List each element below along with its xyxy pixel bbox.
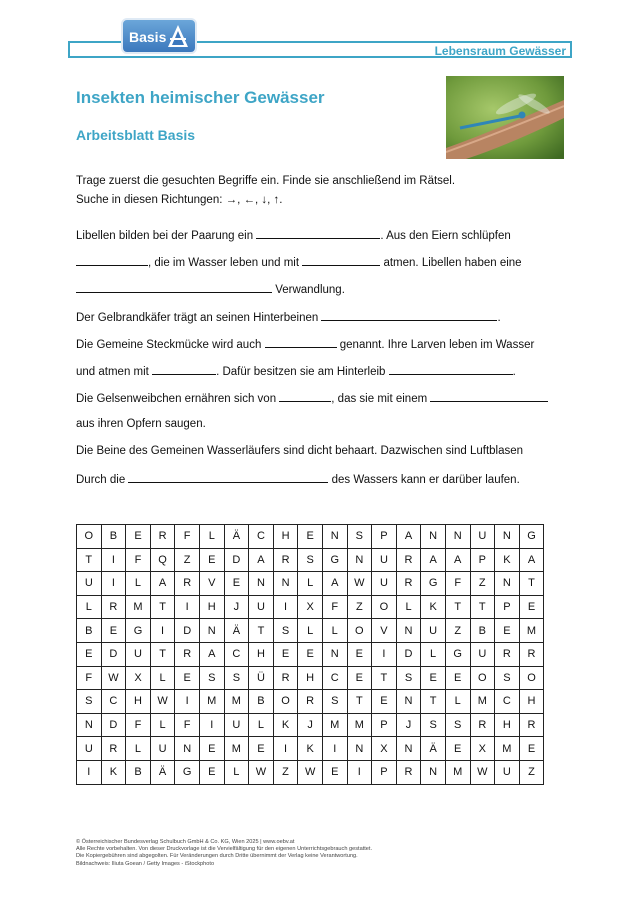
grid-cell[interactable]: H — [199, 595, 224, 619]
grid-cell[interactable]: T — [347, 690, 372, 714]
grid-cell[interactable]: E — [347, 642, 372, 666]
grid-cell[interactable]: K — [273, 713, 298, 737]
grid-cell[interactable]: L — [199, 525, 224, 549]
grid-cell[interactable]: T — [470, 595, 495, 619]
cloze-text: Die Beine des Gemeinen Wasserläufers sind dicht behaart. Dazwischen sind Luftblasen — [76, 445, 524, 457]
grid-cell[interactable]: I — [199, 713, 224, 737]
grid-cell[interactable]: G — [421, 572, 446, 596]
grid-cell[interactable]: I — [273, 737, 298, 761]
cloze-text: Die Gemeine Steckmücke wird auch — [76, 339, 262, 351]
grid-cell[interactable]: N — [273, 572, 298, 596]
grid-cell[interactable]: E — [224, 572, 249, 596]
cloze-text: Verwandlung. — [275, 284, 345, 296]
answer-blank-blut[interactable] — [279, 391, 331, 402]
grid-cell[interactable]: L — [150, 666, 175, 690]
grid-cell[interactable]: U — [372, 572, 397, 596]
grid-cell[interactable]: N — [445, 525, 470, 549]
grid-cell[interactable]: R — [175, 572, 200, 596]
grid-cell[interactable]: I — [175, 690, 200, 714]
grid-cell[interactable]: W — [298, 760, 323, 784]
grid-cell[interactable]: E — [372, 690, 397, 714]
grid-cell[interactable]: G — [445, 642, 470, 666]
answer-blank-oberflaechenspannung[interactable] — [128, 472, 328, 483]
dragonfly-photo — [446, 76, 564, 159]
grid-cell[interactable]: E — [199, 737, 224, 761]
grid-cell[interactable]: M — [347, 713, 372, 737]
grid-cell[interactable]: T — [372, 666, 397, 690]
grid-cell[interactable]: S — [273, 619, 298, 643]
grid-cell[interactable]: B — [249, 690, 274, 714]
cloze-text: Der Gelbrandkäfer trägt an seinen Hinterbeinen — [76, 312, 319, 324]
grid-row — [77, 642, 544, 666]
answer-blank-tracheenkiemen[interactable] — [302, 255, 380, 266]
grid-cell[interactable]: Ä — [150, 760, 175, 784]
grid-cell[interactable]: X — [470, 737, 495, 761]
instruction-line-1: Trage zuerst die gesuchten Begriffe ein. Finde sie anschließend im Rätsel. — [76, 175, 456, 187]
grid-cell[interactable]: J — [396, 713, 421, 737]
word-search-grid — [76, 524, 544, 785]
answer-blank-paarungsrad[interactable] — [256, 228, 380, 239]
grid-cell[interactable]: R — [396, 760, 421, 784]
page-subtitle: Arbeitsblatt Basis — [76, 127, 196, 143]
grid-cell[interactable]: M — [322, 713, 347, 737]
cloze-line-8 — [76, 418, 206, 430]
grid-cell[interactable]: I — [372, 642, 397, 666]
grid-cell[interactable]: E — [519, 595, 544, 619]
grid-row — [77, 666, 544, 690]
footer-line: Alle Rechte vorbehalten. Von dieser Druckvorlage ist die Vervielfältigung für den eigenen Unterrichtsgebrauch gestattet. — [76, 846, 373, 853]
cloze-text: , das sie mit einem — [331, 393, 428, 405]
section-label: Lebensraum Gewässer — [434, 44, 566, 58]
grid-cell[interactable]: H — [495, 713, 520, 737]
grid-cell[interactable]: S — [199, 666, 224, 690]
grid-cell[interactable]: L — [396, 595, 421, 619]
grid-cell[interactable]: A — [519, 548, 544, 572]
grid-cell[interactable]: O — [77, 525, 102, 549]
grid-cell[interactable]: G — [519, 525, 544, 549]
grid-cell[interactable]: T — [519, 572, 544, 596]
grid-cell[interactable]: F — [126, 548, 151, 572]
grid-cell[interactable]: E — [347, 666, 372, 690]
grid-cell[interactable]: T — [150, 595, 175, 619]
grid-cell[interactable]: A — [150, 572, 175, 596]
grid-cell[interactable]: S — [495, 666, 520, 690]
grid-cell[interactable]: D — [224, 548, 249, 572]
footer-line: Bildnachweis: Iliuta Goean / Getty Images - iStockphoto — [76, 860, 215, 867]
grid-cell[interactable]: B — [77, 619, 102, 643]
grid-cell[interactable]: O — [273, 690, 298, 714]
grid-cell[interactable]: N — [421, 760, 446, 784]
grid-cell[interactable]: Q — [150, 548, 175, 572]
footer-line: © Österreichischer Bundesverlag Schulbuch GmbH & Co. KG, Wien 2025 | www.oebv.at — [76, 839, 295, 845]
cloze-line-9 — [76, 445, 523, 457]
cloze-text: aus ihren Opfern saugen. — [76, 418, 206, 430]
grid-cell[interactable]: R — [175, 642, 200, 666]
answer-blank-atemrohr[interactable] — [389, 364, 513, 375]
grid-cell[interactable]: S — [421, 713, 446, 737]
grid-cell[interactable]: I — [150, 619, 175, 643]
cloze-line-7 — [76, 391, 548, 405]
grid-row — [77, 548, 544, 572]
grid-cell[interactable]: R — [519, 642, 544, 666]
grid-cell[interactable]: P — [495, 595, 520, 619]
cloze-line-1 — [76, 228, 511, 242]
cloze-line-3 — [76, 282, 345, 296]
grid-cell[interactable]: L — [150, 713, 175, 737]
grid-cell[interactable]: P — [372, 760, 397, 784]
grid-cell[interactable]: C — [495, 690, 520, 714]
grid-cell[interactable]: Z — [519, 760, 544, 784]
instructions — [76, 172, 455, 210]
grid-cell[interactable]: P — [470, 548, 495, 572]
grid-cell[interactable]: U — [421, 619, 446, 643]
grid-cell[interactable]: H — [249, 642, 274, 666]
grid-cell[interactable]: M — [199, 690, 224, 714]
grid-cell[interactable]: O — [519, 666, 544, 690]
cloze-text: . — [512, 366, 516, 378]
grid-cell[interactable]: S — [224, 666, 249, 690]
grid-cell[interactable]: E — [445, 737, 470, 761]
grid-cell[interactable]: E — [519, 737, 544, 761]
grid-row — [77, 690, 544, 714]
grid-cell[interactable]: L — [322, 619, 347, 643]
grid-cell[interactable]: P — [372, 713, 397, 737]
grid-cell[interactable]: L — [77, 595, 102, 619]
grid-cell[interactable]: N — [249, 572, 274, 596]
grid-cell[interactable]: W — [470, 760, 495, 784]
grid-cell[interactable]: M — [224, 737, 249, 761]
grid-cell[interactable]: N — [322, 642, 347, 666]
grid-cell[interactable]: M — [126, 595, 151, 619]
grid-cell[interactable]: K — [101, 760, 126, 784]
cloze-text: Libellen bilden bei der Paarung ein — [76, 230, 254, 242]
grid-cell[interactable]: F — [445, 572, 470, 596]
grid-cell[interactable]: E — [273, 642, 298, 666]
grid-cell[interactable]: U — [470, 525, 495, 549]
cloze-text: Die Gelsenweibchen ernähren sich von — [76, 393, 277, 405]
grid-cell[interactable]: E — [126, 525, 151, 549]
grid-cell[interactable]: V — [372, 619, 397, 643]
cloze-text: . — [497, 312, 501, 324]
instruction-line-2: Suche in diesen Richtungen: →, ←, ↓, ↑. — [76, 194, 283, 206]
grid-cell[interactable]: Z — [347, 595, 372, 619]
grid-cell[interactable]: O — [470, 666, 495, 690]
page-title: Insekten heimischer Gewässer — [76, 88, 325, 107]
grid-cell[interactable]: A — [421, 548, 446, 572]
grid-cell[interactable]: U — [372, 548, 397, 572]
grid-cell[interactable]: C — [322, 666, 347, 690]
grid-row — [77, 713, 544, 737]
grid-cell[interactable]: I — [77, 760, 102, 784]
grid-cell[interactable]: L — [126, 737, 151, 761]
grid-cell[interactable]: U — [224, 713, 249, 737]
grid-cell[interactable]: L — [445, 690, 470, 714]
answer-blank-gelse[interactable] — [265, 337, 337, 348]
grid-cell[interactable]: K — [421, 595, 446, 619]
grid-cell[interactable]: R — [470, 713, 495, 737]
grid-row — [77, 525, 544, 549]
grid-row — [77, 619, 544, 643]
grid-cell[interactable]: Z — [445, 619, 470, 643]
grid-cell[interactable]: I — [101, 548, 126, 572]
grid-cell[interactable]: E — [249, 737, 274, 761]
grid-cell[interactable]: E — [199, 548, 224, 572]
grid-cell[interactable]: S — [322, 690, 347, 714]
grid-cell[interactable]: M — [519, 619, 544, 643]
grid-cell[interactable]: R — [495, 642, 520, 666]
grid-cell[interactable]: U — [150, 737, 175, 761]
answer-blank-larven[interactable] — [76, 255, 148, 266]
grid-cell[interactable]: U — [249, 595, 274, 619]
grid-cell[interactable]: U — [77, 572, 102, 596]
cloze-text: . Dafür besitzen sie am Hinterleib — [216, 366, 386, 378]
grid-cell[interactable]: W — [101, 666, 126, 690]
grid-cell[interactable]: G — [175, 760, 200, 784]
grid-cell[interactable]: G — [126, 619, 151, 643]
grid-cell[interactable]: L — [298, 572, 323, 596]
grid-cell[interactable]: S — [445, 713, 470, 737]
grid-cell[interactable]: O — [372, 595, 397, 619]
grid-cell[interactable]: M — [495, 737, 520, 761]
grid-cell[interactable]: Ü — [249, 666, 274, 690]
grid-cell[interactable]: N — [347, 548, 372, 572]
grid-cell[interactable]: K — [298, 737, 323, 761]
grid-cell[interactable]: A — [199, 642, 224, 666]
cloze-line-6 — [76, 364, 516, 378]
grid-cell[interactable]: E — [199, 760, 224, 784]
grid-cell[interactable]: E — [101, 619, 126, 643]
grid-cell[interactable]: T — [249, 619, 274, 643]
grid-cell[interactable]: E — [495, 619, 520, 643]
grid-cell[interactable]: H — [273, 525, 298, 549]
grid-cell[interactable]: H — [519, 690, 544, 714]
grid-cell[interactable]: U — [495, 760, 520, 784]
grid-cell[interactable]: I — [273, 595, 298, 619]
grid-cell[interactable]: U — [126, 642, 151, 666]
grid-cell[interactable]: J — [298, 713, 323, 737]
grid-cell[interactable]: E — [175, 666, 200, 690]
grid-cell[interactable]: P — [372, 525, 397, 549]
grid-cell[interactable]: L — [126, 572, 151, 596]
grid-cell[interactable]: I — [175, 595, 200, 619]
grid-cell[interactable]: N — [175, 737, 200, 761]
grid-cell[interactable]: C — [101, 690, 126, 714]
grid-cell[interactable]: R — [101, 737, 126, 761]
grid-cell[interactable]: E — [77, 642, 102, 666]
grid-cell[interactable]: N — [421, 525, 446, 549]
grid-cell[interactable]: M — [224, 690, 249, 714]
grid-cell[interactable]: N — [199, 619, 224, 643]
cloze-text: Durch die — [76, 474, 126, 486]
cloze-text: und atmen mit — [76, 366, 149, 378]
grid-cell[interactable]: Ä — [224, 525, 249, 549]
grid-cell[interactable]: W — [150, 690, 175, 714]
answer-blank-stechruessel[interactable] — [430, 391, 548, 402]
cloze-text: genannt. Ihre Larven leben im Wasser — [339, 339, 535, 351]
grid-cell[interactable]: F — [175, 525, 200, 549]
grid-cell[interactable]: S — [298, 548, 323, 572]
grid-cell[interactable]: R — [273, 666, 298, 690]
grid-cell[interactable]: F — [77, 666, 102, 690]
grid-cell[interactable]: I — [322, 737, 347, 761]
grid-cell[interactable]: R — [150, 525, 175, 549]
grid-cell[interactable]: C — [249, 525, 274, 549]
grid-cell[interactable]: O — [347, 619, 372, 643]
grid-cell[interactable]: R — [519, 713, 544, 737]
grid-cell[interactable]: S — [396, 666, 421, 690]
cloze-text: atmen. Libellen haben eine — [383, 257, 522, 269]
grid-cell[interactable]: N — [396, 690, 421, 714]
grid-cell[interactable]: A — [249, 548, 274, 572]
grid-cell[interactable]: I — [347, 760, 372, 784]
grid-cell[interactable]: G — [322, 548, 347, 572]
grid-cell[interactable]: D — [396, 642, 421, 666]
grid-cell[interactable]: R — [273, 548, 298, 572]
grid-row — [77, 572, 544, 596]
grid-cell[interactable]: S — [347, 525, 372, 549]
grid-cell[interactable]: V — [199, 572, 224, 596]
footer-line: Die Kopiergebühren sind abgegolten. Für Veränderungen durch Dritte übernimmt der Verlag keine Verantwortung. — [76, 853, 358, 860]
grid-cell[interactable]: X — [298, 595, 323, 619]
grid-cell[interactable]: U — [77, 737, 102, 761]
grid-cell[interactable]: Ä — [224, 619, 249, 643]
grid-cell[interactable]: A — [322, 572, 347, 596]
grid-cell[interactable]: B — [470, 619, 495, 643]
grid-cell[interactable]: Z — [175, 548, 200, 572]
grid-cell[interactable]: X — [372, 737, 397, 761]
grid-cell[interactable]: K — [495, 548, 520, 572]
answer-blank-verwandlung[interactable] — [76, 282, 272, 293]
grid-row — [77, 737, 544, 761]
grid-cell[interactable]: N — [495, 525, 520, 549]
grid-cell[interactable]: E — [298, 525, 323, 549]
grid-cell[interactable]: C — [224, 642, 249, 666]
grid-cell[interactable]: D — [175, 619, 200, 643]
grid-cell[interactable]: N — [322, 525, 347, 549]
grid-cell[interactable]: D — [101, 713, 126, 737]
grid-cell[interactable]: M — [470, 690, 495, 714]
grid-cell[interactable]: N — [347, 737, 372, 761]
cloze-line-10 — [76, 472, 520, 486]
grid-cell[interactable]: R — [101, 595, 126, 619]
grid-cell[interactable]: R — [298, 690, 323, 714]
grid-cell[interactable]: A — [445, 548, 470, 572]
grid-cell[interactable]: N — [77, 713, 102, 737]
grid-cell[interactable]: S — [77, 690, 102, 714]
grid-cell[interactable]: H — [298, 666, 323, 690]
grid-cell[interactable]: Ä — [421, 737, 446, 761]
grid-cell[interactable]: N — [495, 572, 520, 596]
grid-cell[interactable]: J — [224, 595, 249, 619]
grid-cell[interactable]: E — [298, 642, 323, 666]
grid-cell[interactable]: F — [322, 595, 347, 619]
grid-cell[interactable]: B — [126, 760, 151, 784]
grid-cell[interactable]: D — [101, 642, 126, 666]
cloze-text: . Aus den Eiern schlüpfen — [380, 230, 511, 242]
cloze-line-2 — [76, 255, 522, 269]
grid-cell[interactable]: T — [150, 642, 175, 666]
grid-cell[interactable]: W — [347, 572, 372, 596]
grid-cell[interactable]: A — [396, 525, 421, 549]
grid-cell[interactable]: N — [396, 737, 421, 761]
grid-cell[interactable]: M — [445, 760, 470, 784]
grid-cell[interactable]: E — [445, 666, 470, 690]
answer-blank-luft[interactable] — [152, 364, 216, 375]
grid-cell[interactable]: L — [224, 760, 249, 784]
grid-row — [77, 595, 544, 619]
cloze-line-5 — [76, 337, 534, 351]
grid-cell[interactable]: U — [470, 642, 495, 666]
grid-row — [77, 760, 544, 784]
grid-cell[interactable]: T — [77, 548, 102, 572]
triangle-icon — [166, 23, 190, 49]
cloze-text: , die im Wasser leben und mit — [148, 257, 300, 269]
grid-cell[interactable]: F — [126, 713, 151, 737]
grid-cell[interactable]: L — [421, 642, 446, 666]
cloze-line-4 — [76, 310, 501, 324]
grid-cell[interactable]: E — [322, 760, 347, 784]
basis-logo — [121, 18, 197, 54]
grid-cell[interactable]: F — [175, 713, 200, 737]
answer-blank-schwimmborsten[interactable] — [321, 310, 497, 321]
grid-cell[interactable]: R — [396, 572, 421, 596]
grid-cell[interactable]: R — [396, 548, 421, 572]
grid-cell[interactable]: N — [396, 619, 421, 643]
grid-cell[interactable]: I — [101, 572, 126, 596]
grid-cell[interactable]: Z — [470, 572, 495, 596]
grid-cell[interactable]: W — [249, 760, 274, 784]
logo-text: Basis — [129, 29, 167, 45]
grid-cell[interactable]: L — [249, 713, 274, 737]
cloze-text: des Wassers kann er darüber laufen. — [331, 474, 520, 486]
grid-cell[interactable]: E — [421, 666, 446, 690]
grid-cell[interactable]: L — [298, 619, 323, 643]
grid-cell[interactable]: B — [101, 525, 126, 549]
grid-cell[interactable]: T — [445, 595, 470, 619]
footer — [76, 839, 372, 868]
grid-cell[interactable]: Z — [273, 760, 298, 784]
grid-cell[interactable]: X — [126, 666, 151, 690]
grid-cell[interactable]: T — [421, 690, 446, 714]
grid-cell[interactable]: H — [126, 690, 151, 714]
